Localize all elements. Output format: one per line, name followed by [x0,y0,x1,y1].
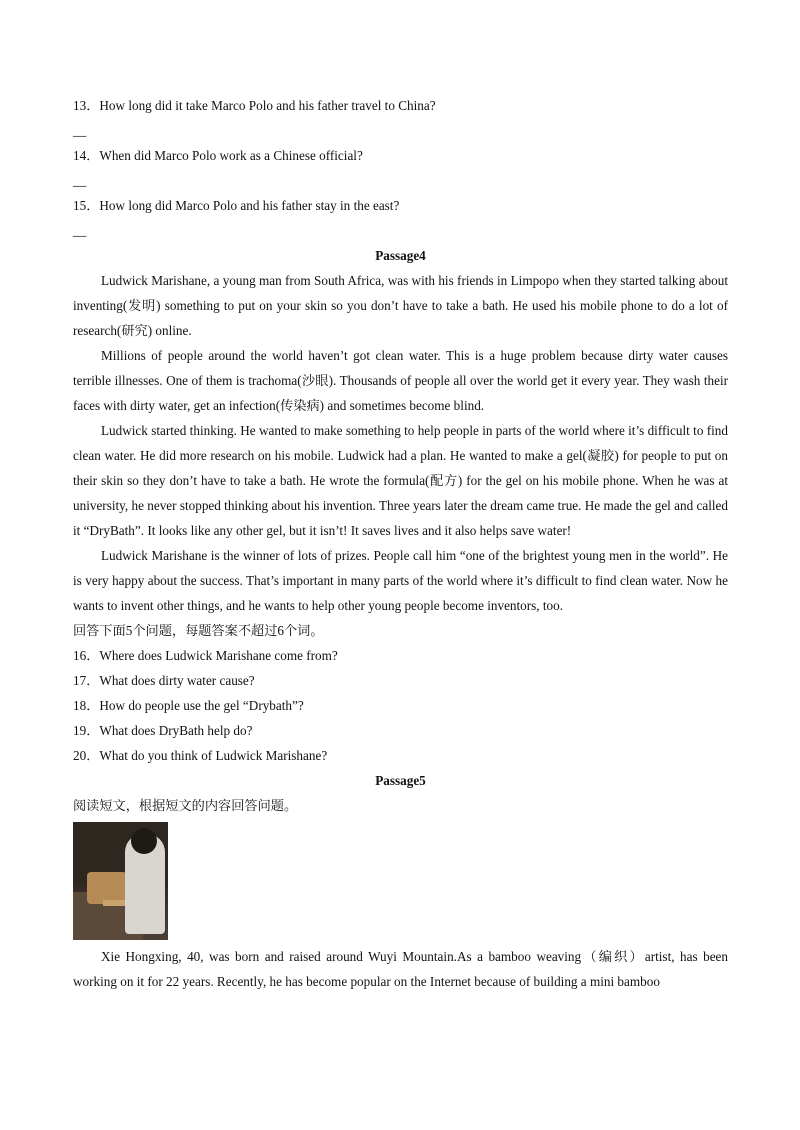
passage4-heading: Passage4 [375,248,426,263]
passage4-paragraph-4: Ludwick Marishane is the winner of lots of prizes. People call him “one of the brightest young men in the world”. He is very happy about the success. That’s important in many parts of the world where it’s difficult to find clean water. Now he wants to invent other things, and he wants to help other young people become inventors, too. [73,548,728,613]
bamboo-weaver-photo [73,822,168,940]
question-19: 19．What does DryBath help do? [73,723,253,738]
question-17: 17．What does dirty water cause? [73,673,255,688]
document-page [73,93,728,994]
question-13: 13．How long did it take Marco Polo and his father travel to China? [73,98,436,113]
question-20: 20．What do you think of Ludwick Marishane? [73,748,328,763]
passage4-instruction: 回答下面5个问题，每题答案不超过6个词。 [73,623,324,638]
passage5-instruction: 阅读短文，根据短文的内容回答问题。 [73,798,298,813]
answer-blank-13: __ [73,123,87,138]
answer-blank-15: __ [73,223,87,238]
question-18: 18．How do people use the gel “Drybath”? [73,698,304,713]
passage4-paragraph-1: Ludwick Marishane, a young man from South Africa, was with his friends in Limpopo when they started talking about inventing(发明) something to put on your skin so you don’t have to take a bath. He used his mobile phone to do a lot of research(研究) online. [73,273,728,338]
passage4-paragraph-2: Millions of people around the world haven’t got clean water. This is a huge problem because dirty water causes terrible illnesses. One of them is trachoma(沙眼). Thousands of people all over the world get it every year. They wash their faces with dirty water, get an infection(传染病) and sometimes become blind. [73,348,728,413]
passage4-paragraph-3: Ludwick started thinking. He wanted to make something to help people in parts of the world where it’s difficult to find clean water. He did more research on his mobile. Ludwick had a plan. He wanted to make a gel(凝胶) for people to put on their skin so they don’t have to take a bath. He wrote the formula(配方) for the gel on his mobile phone. When he was at university, he never stopped thinking about his invention. Three years later the dream came true. He made the gel and called it “DryBath”. It looks like any other gel, but it isn’t! It saves lives and it also helps save water! [73,423,728,538]
question-16: 16．Where does Ludwick Marishane come from? [73,648,338,663]
question-14: 14．When did Marco Polo work as a Chinese official? [73,148,363,163]
question-15: 15．How long did Marco Polo and his father stay in the east? [73,198,400,213]
passage5-paragraph-1: Xie Hongxing, 40, was born and raised around Wuyi Mountain.As a bamboo weaving（编织）artist, has been working on it for 22 years. Recently, he has become popular on the Internet because of building a mini bamboo [73,949,728,989]
answer-blank-14: __ [73,173,87,188]
passage5-heading: Passage5 [375,773,426,788]
